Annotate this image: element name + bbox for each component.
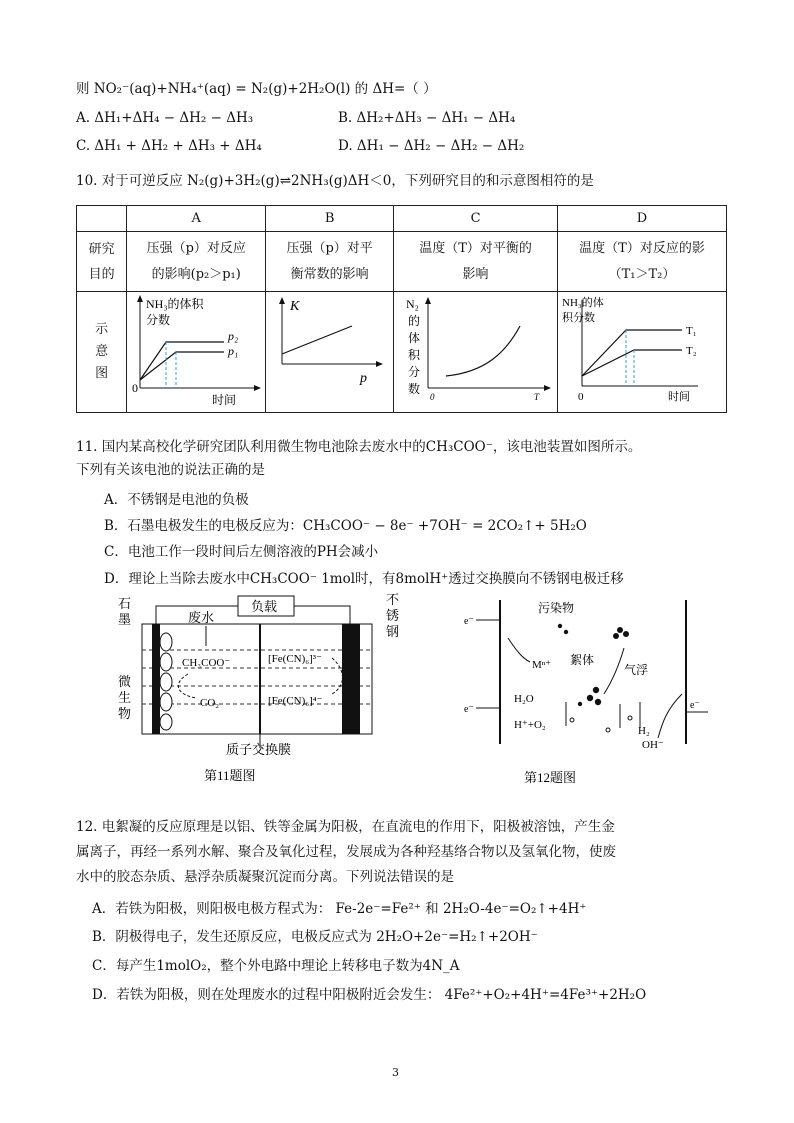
- hplus-label: H⁺+O₂: [514, 719, 546, 731]
- y-arrow: [137, 295, 143, 302]
- cathode-arrow: [658, 694, 682, 738]
- q9-option-c: C. ΔH₁ + ΔH₂ + ΔH₃ + ΔH₄: [76, 138, 262, 154]
- q12-option-c: C．每产生1molO₂，整个外电路中理论上转移电子数为4N_A: [92, 958, 460, 974]
- acetate-label: CH₃COO⁻: [182, 657, 231, 669]
- q9-line: 则 NO₂⁻(aq)+NH₄⁺(aq) = N₂(g)+2H₂O(l) 的 ΔH=（ ）: [76, 81, 437, 97]
- q9-option-b: B. ΔH₂+ΔH₃ − ΔH₁ − ΔH₄: [338, 110, 516, 126]
- x-arrow: [376, 361, 383, 367]
- chart-a-cell: [127, 292, 266, 413]
- chart-c-ylabel-0: N₂: [405, 297, 419, 311]
- co2-label: CO₂: [200, 697, 220, 709]
- steel-label-3: 钢: [386, 624, 400, 639]
- steel-label-1: 不: [386, 592, 400, 607]
- floc-particle: [578, 702, 582, 706]
- chart-d-xlabel: 时间: [668, 391, 690, 403]
- e-label-1: e⁻: [464, 616, 474, 627]
- bubble: [606, 728, 610, 732]
- bubble: [570, 718, 574, 722]
- graphite-electrode: [152, 624, 160, 734]
- floc-particle: [613, 633, 619, 639]
- table-corner: [77, 206, 127, 232]
- mn-arrow: [508, 638, 530, 662]
- table-header-a: A: [127, 206, 266, 232]
- steel-electrode: [342, 624, 360, 734]
- chart-a-xlabel: 时间: [212, 393, 237, 407]
- pollutant-particle: [558, 624, 562, 628]
- label-t1: T₁: [686, 325, 697, 337]
- fe3-label: [Fe(CN)₆]³⁻: [268, 653, 322, 665]
- floc-particle: [595, 699, 601, 705]
- chart-b: [268, 292, 392, 408]
- cell-container: [142, 624, 372, 734]
- label-p2: p₂: [228, 329, 239, 343]
- fe4-label: [Fe(CN)₆]⁴⁻: [268, 695, 323, 707]
- chart-c: [396, 292, 556, 408]
- figure-12: [460, 598, 720, 788]
- float-label: 气浮: [624, 663, 649, 677]
- q10-table: [76, 205, 727, 413]
- chart-c-ylabel-3: 积: [407, 348, 420, 362]
- chart-c-ylabel-5: 数: [407, 382, 420, 396]
- chart-c-cell: [394, 292, 558, 413]
- q12-option-d: D．若铁为阳极，则在处理废水的过程中阳极附近会发生： 4Fe²⁺+O₂+4H⁺=4Fe³⁺+2H₂O: [92, 987, 647, 1003]
- q11-stem-2: 下列有关该电池的说法正确的是: [76, 462, 265, 478]
- floc-particle: [593, 687, 599, 693]
- steel-label-2: 锈: [386, 608, 400, 623]
- microbe-label-3: 物: [118, 706, 132, 721]
- graphite-label-2: 墨: [118, 612, 132, 627]
- e-label-2: e⁻: [464, 704, 474, 715]
- purpose-d: 温度（T）对反应的影 （T₁＞T₂）: [558, 232, 727, 292]
- chart-c-xlabel: T: [533, 392, 539, 402]
- origin-d: 0: [578, 391, 584, 403]
- q12-option-b: B．阴极得电子，发生还原反应，电极反应式为 2H₂O+2e⁻=H₂↑+2OH⁻: [92, 929, 538, 945]
- chart-d-cell: [558, 292, 727, 413]
- chart-b-cell: [266, 292, 394, 413]
- q9-option-d: D. ΔH₁ − ΔH₂ − ΔH₂ − ΔH₂: [338, 138, 525, 154]
- q11-stem-1: 11. 国内某高校化学研究团队利用微生物电池除去废水中的CH₃COO⁻，该电池装置如图所示。: [76, 439, 642, 455]
- chart-d-ylabel-1: NH₃的体: [562, 297, 604, 309]
- chart-b-ylabel: K: [289, 299, 299, 314]
- q11-option-c: C．电池工作一段时间后左侧溶液的PH会减小: [104, 544, 379, 560]
- page-number: 3: [392, 1066, 399, 1079]
- figure-11: [110, 590, 410, 790]
- floc-particle: [587, 695, 593, 701]
- q12-stem-3: 水中的胶态杂质、悬浮杂质凝聚沉淀而分离。下列说法错误的是: [76, 869, 454, 885]
- k-line: [282, 326, 352, 354]
- row-label-diagram: 示意图: [77, 292, 127, 413]
- oh-label: OH⁻: [642, 739, 664, 751]
- membrane-label: 质子交换膜: [226, 742, 292, 757]
- chart-d: [558, 292, 726, 408]
- q12-stem-2: 属离子，再经一系列水解、聚合及氧化过程，发展成为各种羟基络合物以及氢氧化物，使废: [76, 844, 616, 860]
- table-header-c: C: [394, 206, 558, 232]
- n2-curve: [446, 326, 520, 376]
- purpose-b: 压强（p）对平 衡常数的影响: [266, 232, 394, 292]
- q11-option-a: A．不锈钢是电池的负极: [104, 492, 249, 508]
- microbe: [160, 714, 172, 730]
- microbe: [160, 673, 172, 691]
- chart-c-ylabel-4: 分: [407, 365, 420, 379]
- floc-particle: [623, 631, 629, 637]
- curve-t2: [582, 350, 682, 376]
- q12-option-a: A．若铁为阳极，则阳极电极方程式为： Fe-2e⁻=Fe²⁺ 和 2H₂O-4e⁻=O₂↑+4H⁺: [92, 901, 587, 917]
- waste-label: 废水: [188, 610, 215, 625]
- microbe-label-1: 微: [118, 674, 132, 689]
- y-arrow: [425, 297, 431, 304]
- e-label-3: e⁻: [690, 700, 700, 711]
- purpose-c: 温度（T）对平衡的 影响: [394, 232, 558, 292]
- q11-option-b: B．石墨电极发生的电极反应为：CH₃COO⁻ − 8e⁻ +7OH⁻ = 2CO₂↑+ 5H₂O: [104, 518, 587, 534]
- row-label-purpose: 研究目的: [77, 232, 127, 292]
- curve-p2: [140, 342, 224, 380]
- curve-p1: [140, 352, 224, 380]
- h2-label: H₂: [638, 725, 650, 737]
- figure-11-caption: 第11题图: [204, 768, 256, 783]
- q10-stem: 10. 对于可逆反应 N₂(g)+3H₂(g)⇌2NH₃(g)ΔH＜0，下列研究目的和示意图相符的是: [76, 173, 594, 189]
- pollutant-label: 污染物: [538, 601, 575, 615]
- microbe: [160, 653, 172, 671]
- origin-a: 0: [132, 381, 139, 395]
- table-header-d: D: [558, 206, 727, 232]
- chart-d-ylabel-2: 积分数: [562, 312, 595, 324]
- mn-label: Mⁿ⁺: [532, 659, 552, 671]
- microbe: [160, 693, 172, 711]
- floc-label: 絮体: [570, 653, 595, 667]
- microbe: [160, 633, 172, 651]
- q9-option-a: A. ΔH₁+ΔH₄ − ΔH₂ − ΔH₃: [76, 110, 254, 126]
- floc-particle: [617, 627, 623, 633]
- pollutant-particle: [564, 630, 568, 634]
- chart-b-xlabel: p: [359, 371, 367, 386]
- x-arrow: [544, 385, 551, 391]
- float-arrow: [604, 648, 624, 694]
- bubble: [628, 716, 632, 720]
- y-arrow: [279, 297, 285, 304]
- graphite-label-1: 石: [118, 596, 132, 611]
- h2o-label: H₂O: [514, 693, 534, 705]
- chart-c-ylabel-1: 的: [407, 314, 420, 328]
- x-arrow: [254, 385, 261, 391]
- chart-a-ylabel-1: NH₃的体积: [146, 297, 204, 311]
- purpose-a: 压强（p）对反应 的影响(p₂＞p₁): [127, 232, 266, 292]
- chart-c-ylabel-2: 体: [407, 331, 420, 345]
- q12-stem-1: 12. 电絮凝的反应原理是以铝、铁等金属为阳极，在直流电的作用下，阳极被溶蚀，产生金: [76, 819, 615, 835]
- origin-c: 0: [429, 392, 435, 402]
- chart-a-ylabel-2: 分数: [146, 313, 171, 327]
- table-header-b: B: [266, 206, 394, 232]
- label-t2: T₂: [686, 345, 697, 357]
- q11-option-d: D．理论上当除去废水中CH₃COO⁻ 1mol时，有8molH⁺透过交换膜向不锈钢电极迁移: [104, 571, 624, 587]
- chart-a: [128, 292, 264, 408]
- figure-12-caption: 第12题图: [524, 770, 577, 785]
- label-p1: p₁: [228, 344, 239, 358]
- load-label: 负载: [251, 599, 278, 614]
- microbe-label-2: 生: [118, 690, 132, 705]
